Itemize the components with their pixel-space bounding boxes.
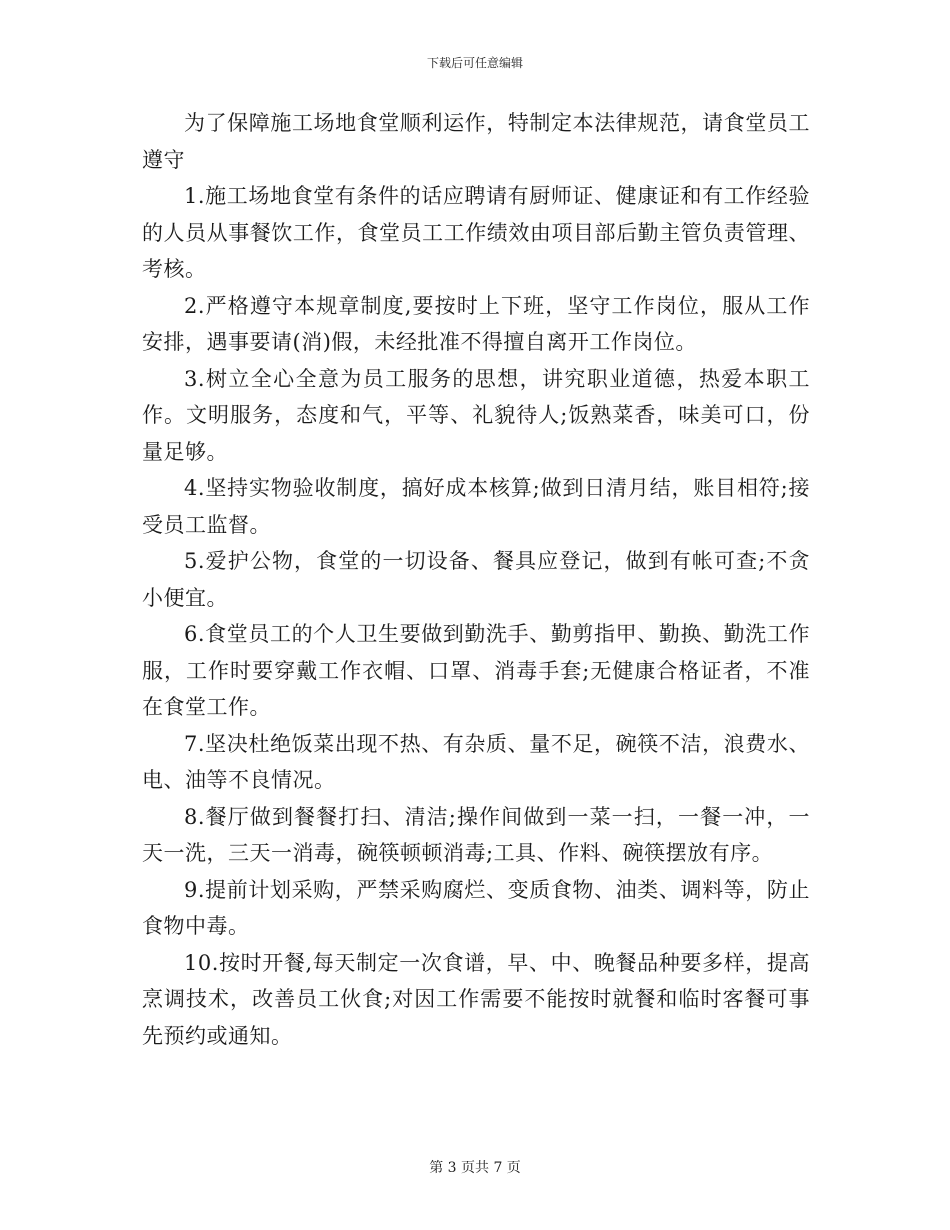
rule-8-paragraph: 8.餐厅做到餐餐打扫、清洁;操作间做到一菜一扫，一餐一冲，一天一洗，三天一消毒，碗筷顿顿消毒;工具、作料、碗筷摆放有序。 [142, 804, 810, 865]
rule-4-paragraph: 4.坚持实物验收制度，搞好成本核算;做到日清月结，账目相符;接受员工监督。 [142, 476, 810, 537]
page-footer: 第 3 页共 7 页 [429, 1160, 521, 1176]
rule-5-paragraph: 5.爱护公物，食堂的一切设备、餐具应登记，做到有帐可查;不贪小便宜。 [142, 549, 810, 610]
page-header: 下载后可任意编辑 [426, 56, 523, 70]
rule-6-paragraph: 6.食堂员工的个人卫生要做到勤洗手、勤剪指甲、勤换、勤洗工作服，工作时要穿戴工作衣帽、口罩、消毒手套;无健康合格证者，不准在食堂工作。 [142, 622, 810, 719]
rule-3-paragraph: 3.树立全心全意为员工服务的思想，讲究职业道德，热爱本职工作。文明服务，态度和气，平等、礼貌待人;饭熟菜香，味美可口，份量足够。 [142, 366, 810, 464]
rule-10-paragraph: 10.按时开餐,每天制定一次食谱，早、中、晚餐品种要多样，提高烹调技术，改善员工伙食;对因工作需要不能按时就餐和临时客餐可事先预约或通知。 [142, 950, 810, 1048]
document-body [142, 105, 810, 1054]
rule-2-paragraph: 2.严格遵守本规章制度,要按时上下班，坚守工作岗位，服从工作安排，遇事要请(消)假，未经批准不得擅自离开工作岗位。 [142, 293, 810, 354]
rule-7-paragraph: 7.坚决杜绝饭菜出现不热、有杂质、量不足，碗筷不洁，浪费水、电、油等不良情况。 [142, 731, 810, 792]
rule-1-paragraph: 1.施工场地食堂有条件的话应聘请有厨师证、健康证和有工作经验的人员从事餐饮工作，食堂员工工作绩效由项目部后勤主管负责管理、考核。 [142, 184, 810, 281]
rule-9-paragraph: 9.提前计划采购，严禁采购腐烂、变质食物、油类、调料等，防止食物中毒。 [142, 877, 810, 938]
intro-paragraph: 为了保障施工场地食堂顺利运作，特制定本法律规范，请食堂员工遵守 [142, 111, 810, 172]
